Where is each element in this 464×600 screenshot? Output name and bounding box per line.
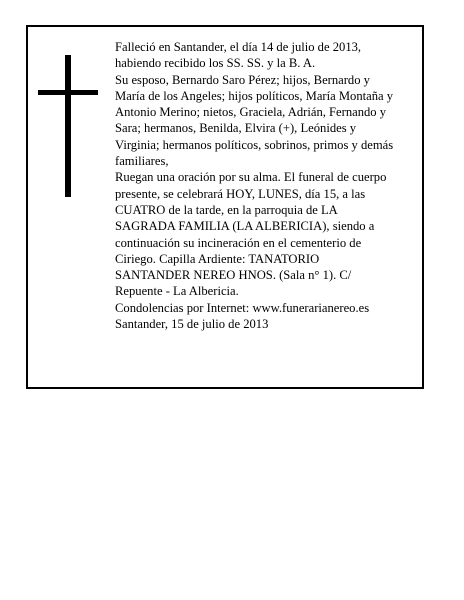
obituary-line: Sara; hermanos, Benilda, Elvira (+), Leónides y: [115, 121, 357, 136]
obituary-line: María de los Angeles; hijos políticos, María Montaña y: [115, 88, 394, 103]
obituary-line: Condolencias por Internet: www.funerarianereo.es: [115, 300, 370, 315]
obituary-line: Ciriego. Capilla Ardiente: TANATORIO: [115, 251, 320, 266]
cross-horizontal-bar: [38, 90, 98, 95]
latin-cross-icon: [38, 55, 98, 197]
obituary-line: presente, se celebrará HOY, LUNES, día 15, a las: [115, 186, 366, 201]
obituary-line: SAGRADA FAMILIA (LA ALBERICIA), siendo a: [115, 219, 375, 234]
obituary-text: [115, 39, 421, 332]
obituary-line: Falleció en Santander, el día 14 de julio de 2013,: [115, 40, 362, 54]
obituary-line: Virginia; hermanos políticos, sobrinos, primos y demás: [115, 137, 394, 152]
obituary-notice: [26, 25, 424, 389]
obituary-line: Santander, 15 de julio de 2013: [115, 317, 269, 332]
obituary-line: Ruegan una oración por su alma. El funeral de cuerpo: [115, 170, 387, 185]
obituary-line: familiares,: [115, 154, 169, 169]
obituary-line: SANTANDER NEREO HNOS. (Sala n° 1). C/: [115, 268, 352, 283]
obituary-line: Antonio Merino; nietos, Graciela, Adrián, Fernando y: [115, 105, 387, 120]
obituary-line: habiendo recibido los SS. SS. y la B. A.: [115, 56, 316, 71]
obituary-line: Su esposo, Bernardo Saro Pérez; hijos, Bernardo y: [115, 72, 370, 87]
cross-vertical-bar: [65, 55, 71, 197]
obituary-line: continuación su incineración en el cementerio de: [115, 235, 362, 250]
obituary-line: Repuente - La Albericia.: [115, 284, 239, 299]
obituary-line: CUATRO de la tarde, en la parroquia de LA: [115, 202, 338, 217]
